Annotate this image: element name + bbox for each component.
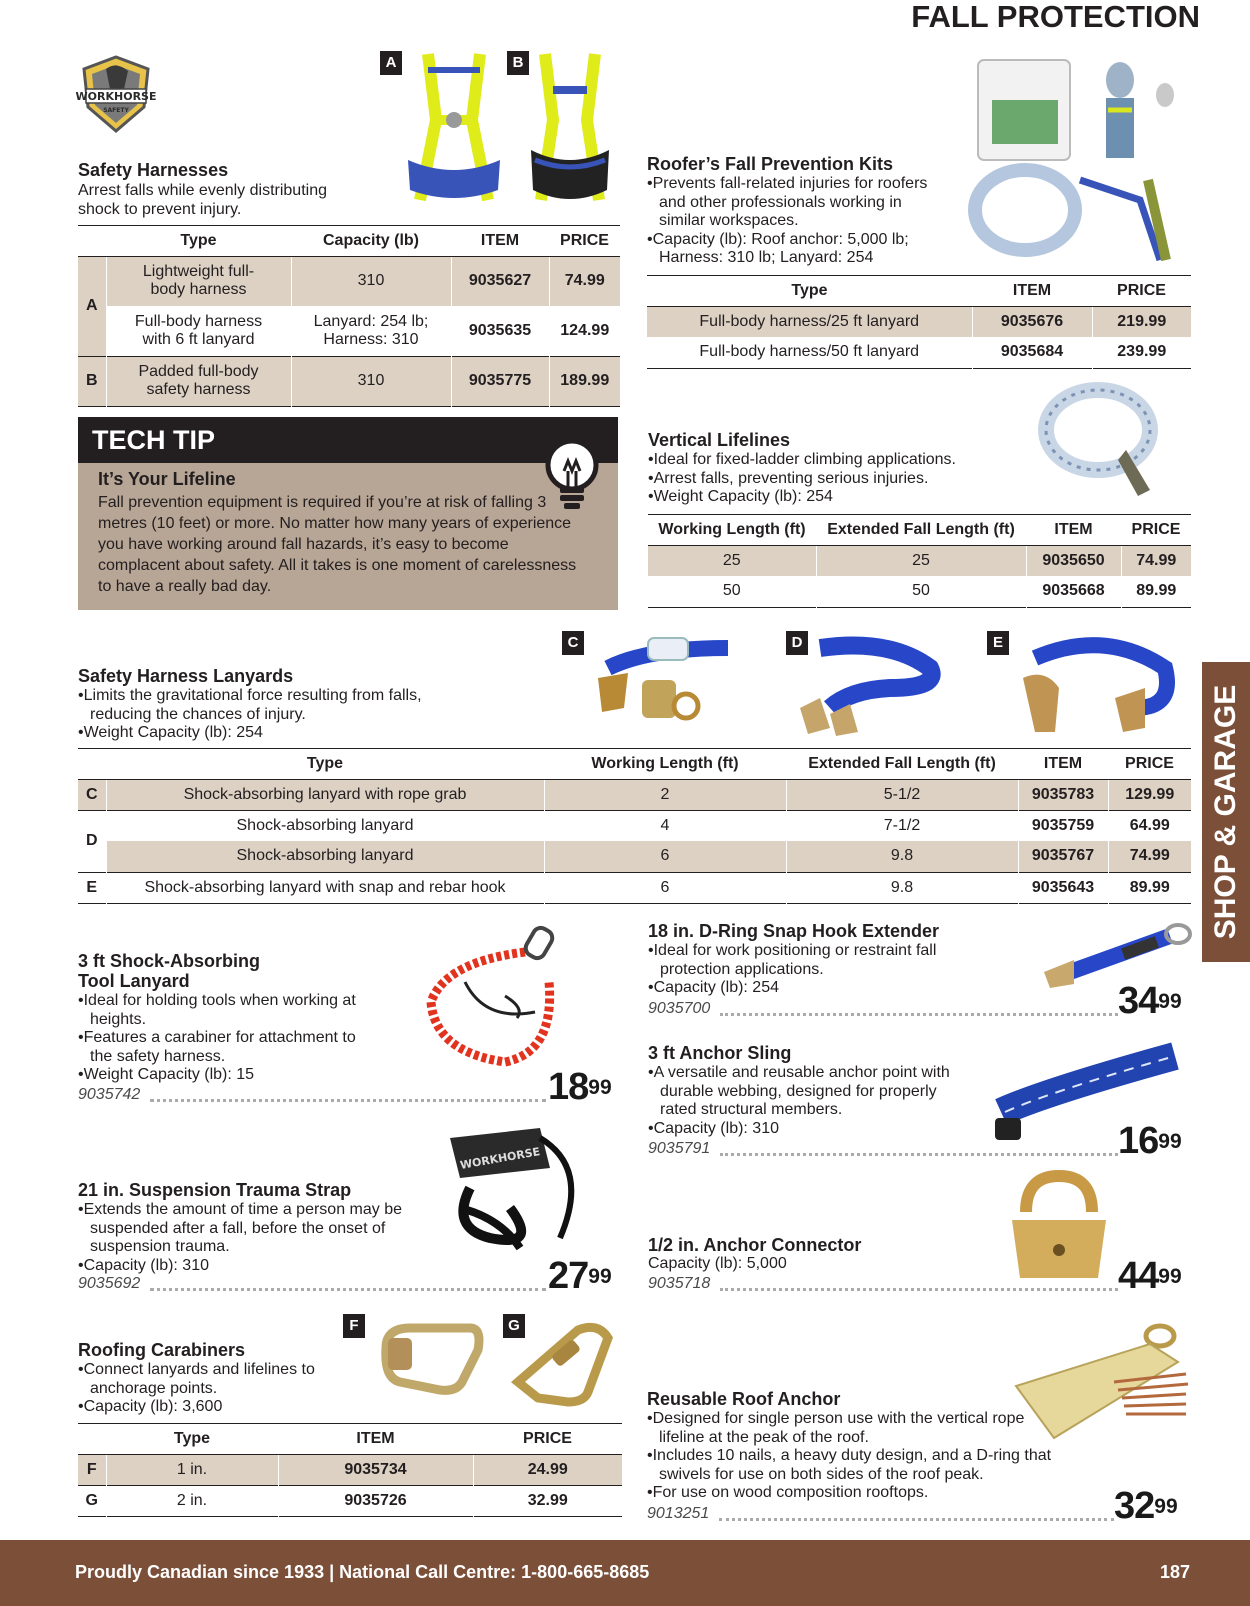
- cell-price: 189.99: [549, 356, 620, 406]
- cell-extended: 9.8: [786, 841, 1018, 872]
- cell-working: 4: [544, 810, 786, 841]
- bullet: •Designed for single person use with the vertical rope lifeline at the peak of the roof.: [647, 1410, 1025, 1446]
- bullet: •Capacity (lb): 310: [78, 1256, 209, 1274]
- svg-text:WORKHORSE: WORKHORSE: [459, 1145, 542, 1172]
- anchor-sling-sku: 9035791: [648, 1140, 711, 1157]
- cell-type: Lightweight full-body harness: [106, 256, 291, 306]
- price-cents: 99: [1154, 1495, 1178, 1518]
- price-dollars: 44: [1118, 1255, 1159, 1297]
- table-row: [78, 306, 620, 356]
- row-label: G: [78, 1485, 106, 1516]
- trauma-strap-bullets: [78, 1201, 418, 1275]
- col-item: ITEM: [1018, 749, 1108, 779]
- price-dollars: 34: [1118, 980, 1159, 1022]
- trauma-strap-sku: 9035692: [78, 1275, 141, 1292]
- table-row: [78, 779, 1191, 810]
- bullet: •Includes 10 nails, a heavy duty design, and a D-ring that swivels for use on both sides of the roof peak.: [647, 1447, 1052, 1483]
- col-type: Type: [106, 1424, 278, 1454]
- dot-leader: [150, 1288, 546, 1291]
- col-capacity: Capacity (lb): [291, 226, 451, 256]
- dot-leader: [150, 1099, 546, 1102]
- trauma-strap-price: [548, 1257, 612, 1295]
- cell-item: 9035726: [278, 1485, 473, 1516]
- row-label: E: [78, 872, 106, 903]
- table-row: [647, 337, 1191, 368]
- anchor-sling-price: [1118, 1122, 1182, 1160]
- cell-extended: 9.8: [786, 872, 1018, 903]
- col-type: Type: [106, 226, 291, 256]
- harness-b-image: [525, 50, 615, 210]
- cell-price: 219.99: [1092, 306, 1191, 337]
- cell-working: 2: [544, 779, 786, 810]
- bullet: •Limits the gravitational force resulting from falls, reducing the chances of injury.: [78, 687, 422, 723]
- carabiners-title: Roofing Carabiners: [78, 1340, 246, 1360]
- cell-capacity: 310: [291, 356, 451, 406]
- cell-working: 6: [544, 872, 786, 903]
- row-label: A: [78, 256, 106, 356]
- carabiner-g-image: [508, 1322, 620, 1408]
- dot-leader: [720, 1288, 1118, 1291]
- anchor-connector-title: 1/2 in. Anchor Connector: [648, 1235, 862, 1255]
- table-row: [647, 306, 1191, 337]
- col-price: PRICE: [1108, 749, 1191, 779]
- cell-price: 24.99: [473, 1454, 622, 1485]
- lifelines-title: Vertical Lifelines: [648, 430, 791, 450]
- bullet: •Prevents fall-related injuries for roofers and other professionals working in similar workspaces.: [647, 175, 928, 229]
- price-cents: 99: [588, 1265, 612, 1288]
- cell-type: Shock-absorbing lanyard: [106, 810, 544, 841]
- table-row: [78, 1485, 622, 1516]
- col-label: [78, 226, 106, 256]
- cell-item: 9035775: [451, 356, 549, 406]
- image-label-a: A: [380, 51, 402, 75]
- harnesses-table: [78, 225, 620, 407]
- cell-type: Shock-absorbing lanyard with snap and rebar hook: [106, 872, 544, 903]
- anchor-sling-title: 3 ft Anchor Sling: [648, 1043, 792, 1063]
- harnesses-title: Safety Harnesses: [78, 160, 229, 180]
- col-label: [78, 1424, 106, 1454]
- lanyards-bullets: [78, 687, 478, 743]
- col-working: Working Length (ft): [648, 515, 816, 545]
- brand-logo: [75, 55, 157, 133]
- page-title: FALL PROTECTION: [911, 0, 1200, 34]
- cell-working: 25: [648, 545, 816, 576]
- trauma-strap-title: 21 in. Suspension Trauma Strap: [78, 1180, 352, 1200]
- lifeline-image: [1038, 380, 1168, 498]
- dot-leader: [719, 1518, 1114, 1521]
- brand-sub: SAFETY: [103, 107, 129, 114]
- col-price: PRICE: [549, 226, 620, 256]
- cell-type: Shock-absorbing lanyard with rope grab: [106, 779, 544, 810]
- extender-price: [1118, 982, 1182, 1020]
- roofer-kits-table: [647, 275, 1191, 369]
- cell-item: 9035684: [972, 337, 1092, 368]
- lanyard-d-image: [790, 628, 960, 738]
- cell-item: 9035734: [278, 1454, 473, 1485]
- cell-price: 89.99: [1136, 582, 1177, 600]
- roof-anchor-sku: 9013251: [647, 1505, 710, 1522]
- cell-item: 9035676: [972, 306, 1092, 337]
- row-label: B: [78, 356, 106, 406]
- cell-type: Padded full-body safety harness: [106, 356, 291, 406]
- col-price: PRICE: [473, 1424, 622, 1454]
- cell-type: 1 in.: [106, 1454, 278, 1485]
- cell-extended: 25: [816, 545, 1026, 576]
- cell-capacity: Lanyard: 254 lb; Harness: 310: [291, 306, 451, 356]
- page-number: 187: [1159, 1562, 1190, 1582]
- price-cents: 99: [588, 1076, 612, 1099]
- lanyards-table: [78, 748, 1191, 904]
- cell-capacity: 310: [291, 256, 451, 306]
- price-dollars: 32: [1114, 1485, 1155, 1527]
- cell-price: 74.99: [549, 256, 620, 306]
- row-label: C: [78, 779, 106, 810]
- image-label-d: D: [786, 631, 808, 655]
- table-row: [78, 1454, 622, 1485]
- row-label: F: [78, 1454, 106, 1485]
- harness-a-image: [398, 50, 510, 212]
- table-row: [78, 810, 1191, 841]
- cell-price: 239.99: [1117, 343, 1167, 361]
- image-label-b: B: [507, 51, 529, 75]
- tool-lanyard-price: [548, 1068, 612, 1106]
- col-extended: Extended Fall Length (ft): [786, 749, 1018, 779]
- image-label-c: C: [562, 631, 584, 655]
- cell-item: 9035650: [1026, 545, 1121, 576]
- bullet: •Weight Capacity (lb): 254: [78, 724, 263, 741]
- cell-item: 9035627: [451, 256, 549, 306]
- cell-extended: 50: [816, 576, 1026, 607]
- lifelines-table: [648, 514, 1191, 608]
- col-extended: Extended Fall Length (ft): [816, 515, 1026, 545]
- image-label-f: F: [343, 1314, 365, 1338]
- carabiners-table: [78, 1423, 622, 1517]
- image-label-g: G: [503, 1314, 525, 1338]
- lightbulb-icon: [542, 437, 602, 517]
- tool-lanyard-image: [425, 922, 580, 1082]
- col-item: ITEM: [278, 1424, 473, 1454]
- cell-item: 9035668: [1026, 576, 1121, 607]
- tech-tip-header: [78, 417, 618, 463]
- anchor-connector-price: [1118, 1257, 1182, 1295]
- bullet: •Arrest falls, preventing serious injuries.: [648, 469, 929, 487]
- cell-type: 2 in.: [106, 1485, 278, 1516]
- roof-anchor-price: [1114, 1487, 1178, 1525]
- col-item: ITEM: [972, 276, 1092, 306]
- extender-bullets: [648, 942, 958, 998]
- side-tab-label: SHOP & GARAGE: [1209, 684, 1242, 940]
- cell-type: Shock-absorbing lanyard: [106, 841, 544, 872]
- roofer-kits-bullets: [647, 175, 937, 268]
- price-dollars: 16: [1118, 1120, 1159, 1162]
- bullet: •Weight Capacity (lb): 15: [78, 1066, 255, 1083]
- lanyards-title: Safety Harness Lanyards: [78, 666, 294, 686]
- extender-title: 18 in. D-Ring Snap Hook Extender: [648, 921, 940, 941]
- cell-type: Full-body harness/50 ft lanyard: [647, 337, 972, 368]
- cell-price: 89.99: [1129, 878, 1170, 896]
- cell-extended: 5-1/2: [786, 779, 1018, 810]
- cell-price: 74.99: [1108, 841, 1191, 872]
- carabiners-bullets: [78, 1361, 338, 1417]
- cell-working: 50: [648, 576, 816, 607]
- roof-anchor-bullets: [647, 1410, 1067, 1503]
- col-price: PRICE: [1092, 276, 1191, 306]
- table-row: [648, 576, 1191, 607]
- price-cents: 99: [1158, 1265, 1182, 1288]
- table-row: [78, 841, 1191, 872]
- dot-leader: [720, 1153, 1118, 1156]
- bullet: •Capacity (lb): 254: [648, 979, 779, 996]
- anchor-connector-sku: 9035718: [648, 1275, 711, 1292]
- lifelines-bullets: [648, 451, 1008, 507]
- bullet: •Capacity (lb): 3,600: [78, 1398, 223, 1415]
- col-price: PRICE: [1121, 515, 1191, 545]
- lanyard-e-image: [1015, 628, 1190, 740]
- tech-tip-box: [78, 417, 618, 610]
- bullet: •Capacity (lb): 310: [648, 1119, 779, 1137]
- tool-lanyard-sku: 9035742: [78, 1086, 141, 1103]
- bullet: •Capacity (lb): Roof anchor: 5,000 lb; Harness: 310 lb; Lanyard: 254: [647, 230, 909, 266]
- tech-tip-title: It’s Your Lifeline: [98, 469, 236, 489]
- lanyard-c-image: [588, 628, 748, 728]
- col-item: ITEM: [1026, 515, 1121, 545]
- cell-item: 9035783: [1018, 779, 1108, 810]
- cell-price: 129.99: [1108, 779, 1191, 810]
- bullet: •Ideal for holding tools when working at heights.: [78, 992, 356, 1028]
- table-row: [78, 872, 1191, 903]
- cell-price: 124.99: [560, 321, 610, 339]
- bullet: •Weight Capacity (lb): 254: [648, 488, 833, 505]
- anchor-connector-image: [1006, 1172, 1112, 1284]
- cell-type: Full-body harness with 6 ft lanyard: [106, 306, 291, 356]
- bullet: •Ideal for fixed-ladder climbing applications.: [648, 451, 956, 468]
- footer-text: Proudly Canadian since 1933 | National Call Centre: 1-800-665-8685: [75, 1562, 650, 1582]
- cell-price: 64.99: [1129, 816, 1170, 834]
- table-row: [648, 545, 1191, 576]
- col-type: Type: [647, 276, 972, 306]
- cell-price: 74.99: [1121, 545, 1191, 576]
- dot-leader: [720, 1013, 1118, 1016]
- table-row: [78, 256, 620, 306]
- trauma-strap-image: [430, 1128, 590, 1268]
- tool-lanyard-bullets: [78, 992, 378, 1085]
- tool-lanyard-title: 3 ft Shock-Absorbing Tool Lanyard: [78, 951, 261, 991]
- bullet: •Connect lanyards and lifelines to anchorage points.: [78, 1361, 315, 1397]
- side-tab: [1202, 662, 1250, 962]
- cell-price: 32.99: [527, 1491, 568, 1509]
- col-type: Type: [106, 749, 544, 779]
- price-dollars: 27: [548, 1255, 589, 1297]
- image-label-e: E: [987, 631, 1009, 655]
- roof-anchor-title: Reusable Roof Anchor: [647, 1389, 841, 1409]
- cell-item: 9035643: [1018, 872, 1108, 903]
- cell-item: 9035759: [1018, 810, 1108, 841]
- bullet: •Features a carabiner for attachment to the safety harness.: [78, 1029, 356, 1065]
- price-cents: 99: [1158, 990, 1182, 1013]
- price-dollars: 18: [548, 1066, 589, 1108]
- price-cents: 99: [1158, 1130, 1182, 1153]
- tech-tip-body: Fall prevention equipment is required if you’re at risk of falling 3 metres (10 feet) or more. No matter how many years of experience you have working around fall hazards, it’s easy to become complacent about safety. All it takes is one moment of carelessness to have a really bad day.: [98, 494, 577, 595]
- anchor-sling-bullets: [648, 1064, 958, 1138]
- footer-bar: [0, 1540, 1250, 1606]
- cell-type: Full-body harness/25 ft lanyard: [647, 306, 972, 337]
- brand-name: WORKHORSE: [75, 90, 157, 103]
- carabiner-f-image: [370, 1320, 490, 1396]
- cell-item: 9035635: [451, 306, 549, 356]
- anchor-connector-desc: Capacity (lb): 5,000: [648, 1255, 787, 1272]
- cell-item: 9035767: [1018, 841, 1108, 872]
- bullet: •For use on wood composition rooftops.: [647, 1484, 929, 1501]
- cell-extended: 7-1/2: [786, 810, 1018, 841]
- roofer-kits-title: Roofer’s Fall Prevention Kits: [647, 154, 894, 174]
- extender-sku: 9035700: [648, 1000, 711, 1017]
- table-row: [78, 356, 620, 406]
- bullet: •A versatile and reusable anchor point with durable webbing, designed for properly rated structural members.: [648, 1064, 950, 1118]
- col-working: Working Length (ft): [544, 749, 786, 779]
- bullet: •Ideal for work positioning or restraint fall protection applications.: [648, 942, 937, 978]
- harnesses-desc: Arrest falls while evenly distributing shock to prevent injury.: [78, 182, 327, 218]
- col-item: ITEM: [451, 226, 549, 256]
- cell-working: 6: [544, 841, 786, 872]
- roofer-kit-image: [970, 50, 1180, 272]
- bullet: •Extends the amount of time a person may be suspended after a fall, before the onset of suspension trauma.: [78, 1201, 403, 1255]
- col-label: [78, 749, 106, 779]
- row-label: D: [78, 810, 106, 872]
- tech-tip-header-text: TECH TIP: [92, 425, 216, 455]
